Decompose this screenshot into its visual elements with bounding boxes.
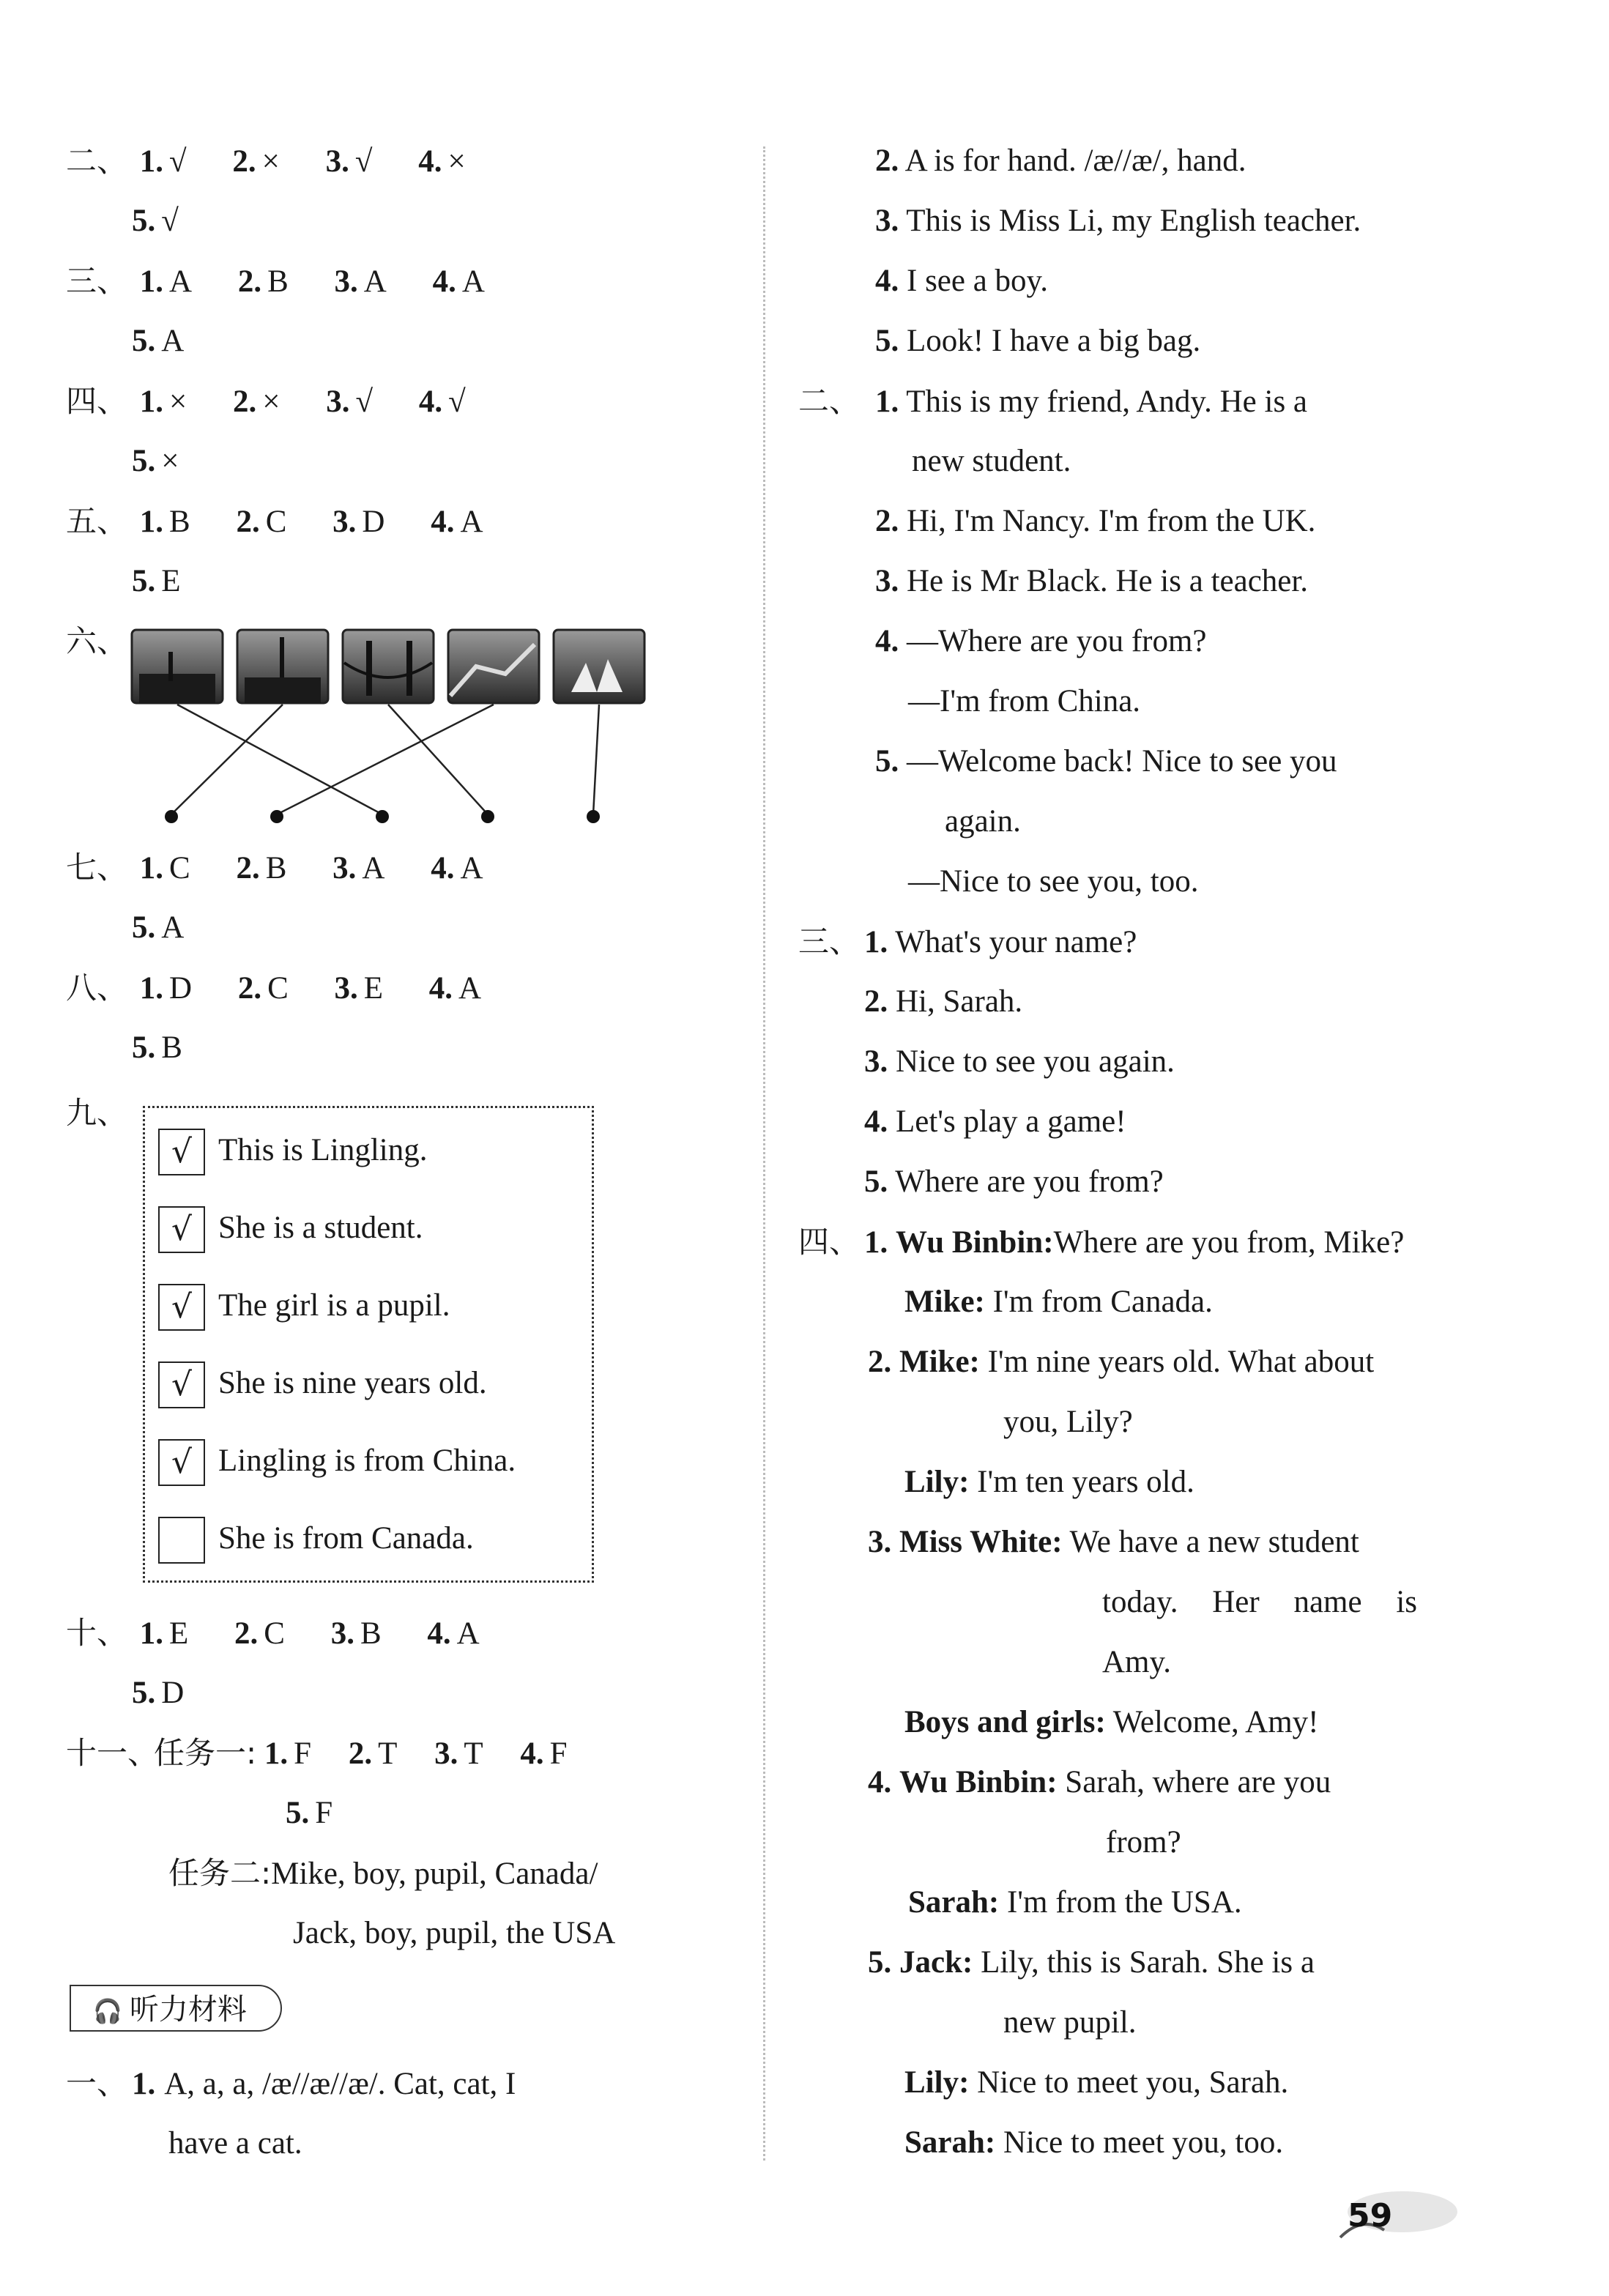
section-3-row-2: 5. A [132,324,185,358]
section-11-task2: 任务二:Mike, boy, pupil, Canada/ [168,1855,598,1891]
matching-dots [165,810,600,823]
r2-item-4: 4. —Where are you from? [875,624,1207,658]
r4-line-4: you, Lily? [1003,1405,1133,1439]
r4-line-13: 5. Jack: Lily, this is Sarah. She is a [868,1945,1315,1980]
section-2-row-2: 5. √ [132,204,179,238]
section-4-row-1: 四、 1. × 2. × 3. √ 4. √ [66,383,466,419]
page-number: 59 [1348,2197,1393,2234]
checklist-text-6: She is from Canada. [218,1521,474,1556]
section-7-row-1: 七、 1. C 2. B 3. A 4. A [66,850,483,885]
matching-lines [171,705,599,814]
r4-line-2: Mike: I'm from Canada. [904,1285,1213,1319]
section-11-row-2: 5. F [286,1796,333,1830]
checkbox-6 [158,1517,205,1564]
checklist-text-2: She is a student. [218,1211,423,1245]
section-7-row-2: 5. A [132,910,185,945]
checkbox-4: √ [158,1361,205,1408]
section-2-row-1: 二、 1. √ 2. × 3. √ 4. × [66,139,504,184]
r2-item-2: 2. Hi, I'm Nancy. I'm from the UK. [875,504,1316,538]
r4-line-6: 3. Miss White: We have a new student [868,1525,1359,1559]
section-6-label: 六、 [66,623,128,659]
r1-item-3: 3. This is Miss Li, my English teacher. [875,204,1361,238]
photo-opera-house [554,630,644,703]
checklist-text-4: She is nine years old. [218,1366,487,1400]
section-9-label: 九、 [66,1095,128,1131]
r3-item-2: 2. Hi, Sarah. [864,984,1023,1019]
r2-item-4-cont: —I'm from China. [908,684,1141,718]
checklist-text-3: The girl is a pupil. [218,1288,450,1323]
r4-line-14: new pupil. [1003,2005,1137,2040]
photo-bridge [343,630,434,703]
r1-item-4: 4. I see a boy. [875,264,1049,298]
r2-item-3: 3. He is Mr Black. He is a teacher. [875,564,1309,598]
section-5-row-2: 5. E [132,564,181,598]
r4-line-1: 四、 1. Wu Binbin:Where are you from, Mike? [798,1224,1405,1260]
headphones-icon: 🎧 [93,1997,122,2025]
checklist-text-1: This is Lingling. [218,1133,428,1167]
checklist-text-5: Lingling is from China. [218,1444,516,1478]
r3-item-1: 三、 1. What's your name? [798,924,1137,959]
section-5-row-1: 五、 1. B 2. C 3. D 4. A [66,503,483,539]
checkbox-1: √ [158,1129,205,1175]
section-8-row-1: 八、 1. D 2. C 3. E 4. A [66,970,482,1006]
r4-line-3: 2. Mike: I'm nine years old. What about [868,1345,1375,1379]
r3-item-5: 5. Where are you from? [864,1164,1164,1199]
section-8-row-2: 5. B [132,1030,182,1065]
r4-line-11: from? [1106,1825,1181,1860]
r2-item-1: 二、 1. This is my friend, Andy. He is a [798,383,1308,419]
r1-item-5: 5. Look! I have a big bag. [875,324,1201,358]
section-10-row-2: 5. D [132,1676,185,1710]
section-3-row-1: 三、 1. A 2. B 3. A 4. A [66,263,485,299]
listening-material-heading: 🎧 听力材料 [70,1985,282,2032]
r2-item-5: 5. —Welcome back! Nice to see you [875,744,1337,779]
section-label: 二、 [66,143,128,179]
checklist-box [143,1106,594,1583]
matching-figure [125,623,666,842]
column-divider [763,146,765,2161]
photo-city-tower [237,630,328,703]
r4-line-9: Boys and girls: Welcome, Amy! [904,1705,1319,1739]
checkbox-2: √ [158,1206,205,1253]
r4-line-7: today. Her name is [1102,1585,1417,1619]
section-4-row-2: 5. × [132,444,179,478]
r3-item-4: 4. Let's play a game! [864,1104,1126,1139]
checkbox-3: √ [158,1284,205,1331]
checkbox-5: √ [158,1439,205,1486]
photo-great-wall [448,630,539,703]
r4-line-12: Sarah: I'm from the USA. [908,1885,1242,1920]
listening-1-line-2: have a cat. [168,2126,302,2161]
listening-1-line-1: 一、 1. A, a, a, /æ//æ//æ/. Cat, cat, I [66,2065,516,2101]
r1-item-2: 2. A is for hand. /æ//æ/, hand. [875,144,1246,178]
r4-line-10: 4. Wu Binbin: Sarah, where are you [868,1765,1331,1799]
photo-city-skyline [132,630,223,703]
r2-item-1-cont: new student. [912,444,1071,478]
r3-item-3: 3. Nice to see you again. [864,1044,1175,1079]
r4-line-15: Lily: Nice to meet you, Sarah. [904,2065,1289,2100]
r2-item-5-cont: again. [945,804,1021,839]
section-10-row-1: 十、 1. E 2. C 3. B 4. A [66,1615,480,1651]
r4-line-16: Sarah: Nice to meet you, too. [904,2125,1284,2160]
r4-line-8: Amy. [1102,1645,1171,1679]
r4-line-5: Lily: I'm ten years old. [904,1465,1194,1499]
section-11-task2-line2: Jack, boy, pupil, the USA [293,1916,616,1950]
section-11-row-1: 十一、任务一: 1. F 2. T 3. T 4. F [66,1735,568,1771]
r2-item-5-reply: —Nice to see you, too. [908,864,1199,899]
